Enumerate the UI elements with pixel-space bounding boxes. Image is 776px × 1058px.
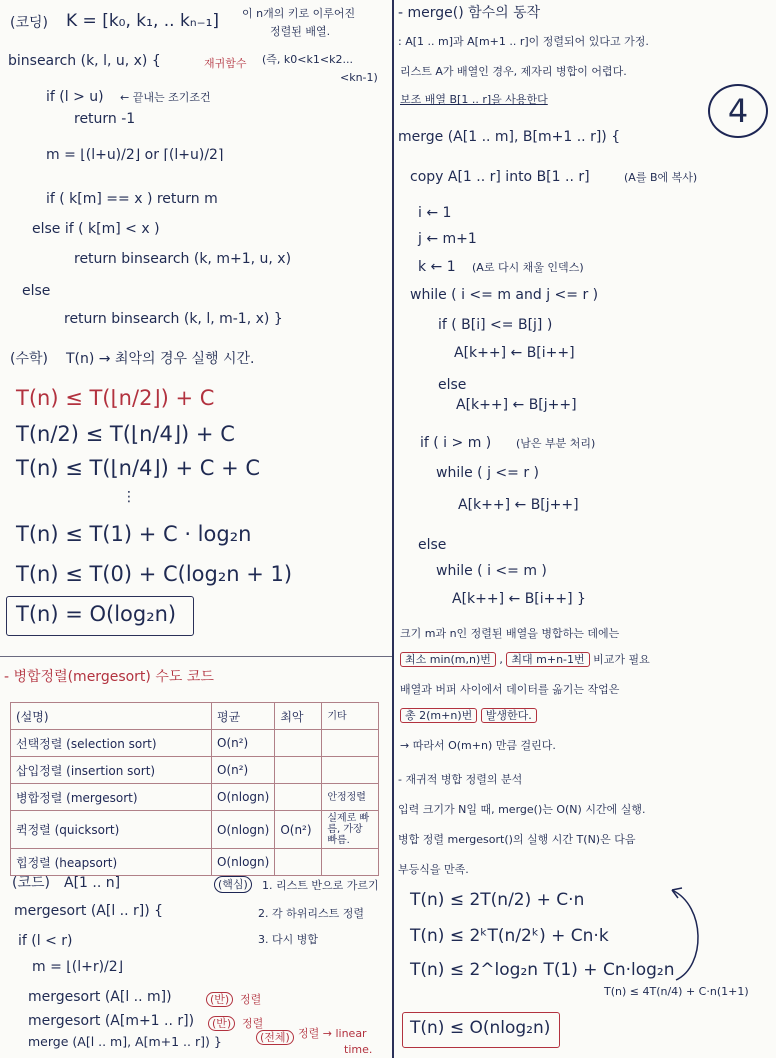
merge-else-1: else xyxy=(438,377,467,393)
table-cell: 힙정렬 (heapsort) xyxy=(11,849,212,876)
code-return-3: return binsearch (k, l, m-1, x) } xyxy=(64,311,283,327)
core-tag: (핵심) xyxy=(214,876,252,893)
merge-title: - merge() 함수의 동작 xyxy=(398,5,541,21)
code-if: if (l > u) xyxy=(46,89,104,105)
table-row xyxy=(11,811,379,849)
binsearch-result: T(n) = O(log₂n) xyxy=(16,602,177,626)
code-return: return -1 xyxy=(74,111,136,127)
merge-while-3: while ( i <= m ) xyxy=(436,563,547,579)
comparison-text-2: 비교가 필요 xyxy=(593,653,650,666)
merge-k-note: (A로 다시 채울 인덱스) xyxy=(472,261,584,274)
array-note-2: 정렬된 배열. xyxy=(270,25,331,38)
recurrence-3: T(n) ≤ T(⌊n/4⌋) + C + C xyxy=(16,456,261,480)
move-line xyxy=(400,708,537,723)
merge-premise: : A[1 .. m]과 A[m+1 .. r]이 정렬되어 있다고 가정. xyxy=(398,35,649,48)
table-cell: 안정정렬 xyxy=(322,784,379,811)
array-definition: K = [k₀, k₁, .. kₙ₋₁] xyxy=(66,11,220,31)
continuation-dots: ⋮ xyxy=(122,489,136,505)
column-divider xyxy=(392,0,394,1058)
table-cell: O(nlogn) xyxy=(212,849,275,876)
table-cell xyxy=(322,849,379,876)
table-cell: 삽입정렬 (insertion sort) xyxy=(11,757,212,784)
table-row xyxy=(11,730,379,757)
mergesort-line-1: mergesort (A[l .. r]) { xyxy=(14,903,164,919)
table-header: 기타 xyxy=(322,703,379,730)
table-cell: O(nlogn) xyxy=(212,811,275,849)
mergesort-line-6: merge (A[l .. m], A[m+1 .. r]) } xyxy=(28,1034,222,1049)
merge-if-2: if ( i > m ) xyxy=(420,435,492,451)
merge-result: T(n) ≤ O(nlog₂n) xyxy=(410,1018,551,1038)
mergesort-line-3: m = ⌊(l+r)/2⌋ xyxy=(32,959,124,975)
merge-j-init: j ← m+1 xyxy=(418,231,477,247)
half-tag-1: (반) xyxy=(206,992,233,1007)
table-cell xyxy=(275,757,322,784)
mergesort-line-2: if (l < r) xyxy=(18,933,73,949)
merge-k-init: k ← 1 xyxy=(418,259,456,275)
merge-while-2: while ( j <= r ) xyxy=(436,465,539,481)
table-cell xyxy=(275,849,322,876)
table-cell: 퀵정렬 (quicksort) xyxy=(11,811,212,849)
table-cell: 선택정렬 (selection sort) xyxy=(11,730,212,757)
merge-note-2: 보조 배열 B[1 .. r]을 사용한다 xyxy=(400,93,548,106)
code-m: m = ⌊(l+u)/2⌋ or ⌈(l+u)/2⌉ xyxy=(46,147,224,163)
table-row xyxy=(11,757,379,784)
comparison-line: 최소 min(m,n)번 , 최대 m+n-1번 비교가 필요 xyxy=(400,652,650,667)
move-text: 배열과 버퍼 사이에서 데이터를 옮기는 작업은 xyxy=(400,683,620,696)
move-box: 총 2(m+n)번 xyxy=(400,708,477,723)
table-cell: O(n²) xyxy=(275,811,322,849)
merge-copy: copy A[1 .. r] into B[1 .. r] xyxy=(410,169,590,185)
mergesort-line-5: mergesort (A[m+1 .. r]) xyxy=(28,1013,195,1029)
table-cell xyxy=(322,757,379,784)
comparison-max-box: 최대 m+n-1번 xyxy=(506,652,589,667)
code-if-note: ← 끝내는 조기조건 xyxy=(120,91,211,104)
table-row xyxy=(11,849,379,876)
comparison-min-box: 최소 min(m,n)번 xyxy=(400,652,496,667)
condition-note-1: (즉, k0<k1<k2... xyxy=(262,53,353,66)
recursive-label: 재귀함수 xyxy=(204,57,247,70)
merge-copy-note: (A를 B에 복사) xyxy=(624,171,698,184)
merge-recurrence-2: T(n) ≤ 2ᵏT(n/2ᵏ) + Cn·k xyxy=(410,926,609,946)
table-cell xyxy=(275,730,322,757)
code-if-equal: if ( k[m] == x ) return m xyxy=(46,191,218,207)
table-header: (설명) xyxy=(11,703,212,730)
merge-assign-2: A[k++] ← B[j++] xyxy=(456,397,577,413)
sort-comparison-table xyxy=(10,702,379,876)
recursive-line-3: 부등식을 만족. xyxy=(398,863,469,876)
code-return-2: return binsearch (k, m+1, u, x) xyxy=(74,251,292,267)
merge-while-1: while ( i <= m and j <= r ) xyxy=(410,287,599,303)
binsearch-signature: binsearch (k, l, u, x) { xyxy=(8,53,161,69)
recurrence-4: T(n) ≤ T(1) + C · log₂n xyxy=(16,522,252,546)
merge-i-init: i ← 1 xyxy=(418,205,452,221)
recursive-analysis-title: - 재귀적 병합 정렬의 분석 xyxy=(398,773,523,786)
merge-recurrence-3: T(n) ≤ 2^log₂n T(1) + Cn·log₂n xyxy=(410,960,675,980)
mergesort-line-4: mergesort (A[l .. m]) xyxy=(28,989,172,1005)
table-row xyxy=(11,784,379,811)
whole-note: 정렬 → linear xyxy=(298,1027,367,1040)
merge-note-1: 리스트 A가 배열인 경우, 제자리 병합이 어렵다. xyxy=(400,65,627,78)
merge-assign-4: A[k++] ← B[i++] } xyxy=(452,591,586,607)
whole-note-2: time. xyxy=(344,1043,373,1056)
whole-tag: (전체) xyxy=(256,1030,294,1045)
table-cell: 병합정렬 (mergesort) xyxy=(11,784,212,811)
merge-if-2-note: (남은 부분 처리) xyxy=(516,437,596,450)
move-text-2: 발생한다. xyxy=(481,708,537,723)
right-column xyxy=(396,0,776,1058)
recurrence-5: T(n) ≤ T(0) + C(log₂n + 1) xyxy=(16,562,293,586)
recurrence-2: T(n/2) ≤ T(⌊n/4⌋) + C xyxy=(16,422,235,446)
merge-else-2: else xyxy=(418,537,447,553)
table-cell: 실제로 빠름, 가장 빠름. xyxy=(322,811,379,849)
merge-recurrence-1: T(n) ≤ 2T(n/2) + C·n xyxy=(410,890,585,910)
merge-assign-1: A[k++] ← B[i++] xyxy=(454,345,575,361)
core-step-1: 1. 리스트 반으로 가르기 xyxy=(262,879,379,892)
core-step-3: 3. 다시 병합 xyxy=(258,933,318,946)
table-header: 평균 xyxy=(212,703,275,730)
mergesort-code-tag: (코드) xyxy=(12,875,50,891)
table-cell xyxy=(322,730,379,757)
merge-if-1: if ( B[i] <= B[j] ) xyxy=(438,317,553,333)
core-step-2: 2. 각 하위리스트 정렬 xyxy=(258,907,364,920)
recursive-line-2: 병합 정렬 mergesort()의 실행 시간 T(N)은 다음 xyxy=(398,833,636,846)
table-header-row xyxy=(11,703,379,730)
array-note-1: 이 n개의 키로 이루어진 xyxy=(242,7,356,20)
table-header: 최악 xyxy=(275,703,322,730)
merge-assign-3: A[k++] ← B[j++] xyxy=(458,497,579,513)
recursive-line-1: 입력 크기가 N일 때, merge()는 O(N) 시간에 실행. xyxy=(398,803,646,816)
code-tag: (코딩) xyxy=(10,15,48,31)
tn-description: T(n) → 최악의 경우 실행 시간. xyxy=(66,351,255,367)
mergesort-title: - 병합정렬(mergesort) 수도 코드 xyxy=(4,669,214,685)
table-cell: O(nlogn) xyxy=(212,784,275,811)
merge-conclusion: → 따라서 O(m+n) 만큼 걸린다. xyxy=(400,739,556,752)
half-note-2: 정렬 xyxy=(242,1017,264,1030)
condition-note-2: <kn-1) xyxy=(340,71,378,84)
code-else: else xyxy=(22,283,51,299)
code-elseif: else if ( k[m] < x ) xyxy=(32,221,160,237)
page-number-circle: 4 xyxy=(708,84,768,138)
half-tag-2: (반) xyxy=(208,1016,235,1031)
table-cell: O(n²) xyxy=(212,730,275,757)
recurrence-1: T(n) ≤ T(⌊n/2⌋) + C xyxy=(16,386,215,410)
table-cell: O(n²) xyxy=(212,757,275,784)
math-tag: (수학) xyxy=(10,351,48,367)
curved-arrow-icon xyxy=(666,876,726,986)
table-cell xyxy=(275,784,322,811)
mergesort-array: A[1 .. n] xyxy=(64,875,121,891)
merge-signature: merge (A[1 .. m], B[m+1 .. r]) { xyxy=(398,129,621,145)
comparison-text-1: 크기 m과 n인 정렬된 배열을 병합하는 데에는 xyxy=(400,627,620,640)
half-note-1: 정렬 xyxy=(240,993,262,1006)
merge-recurrence-side: T(n) ≤ 4T(n/4) + C·n(1+1) xyxy=(604,985,749,998)
